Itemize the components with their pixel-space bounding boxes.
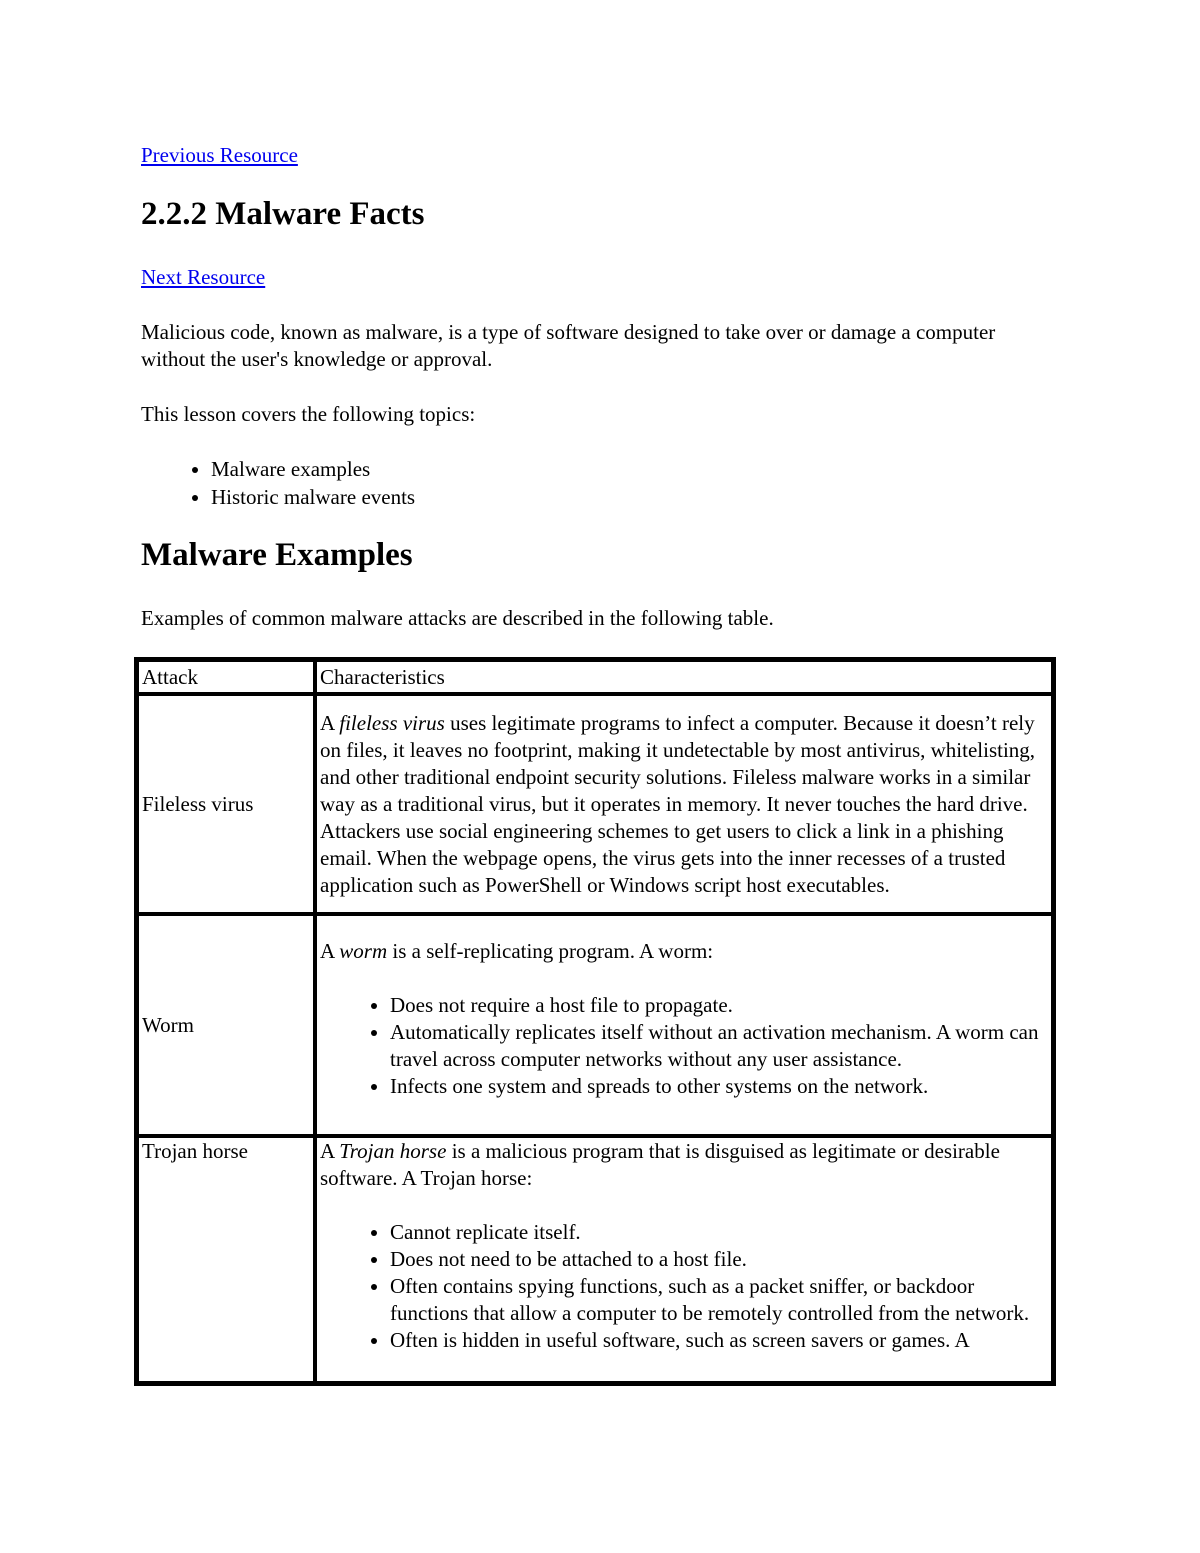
characteristics-cell [315, 914, 1053, 1136]
list-item: • Does not require a host file to propagate. [390, 992, 1048, 1019]
text-prefix: A [320, 1139, 340, 1163]
list-item: • Often contains spying functions, such as a packet sniffer, or backdoor functions that allow a computer to be remotely controlled from the network. [390, 1273, 1048, 1327]
list-item: • Cannot replicate itself. [390, 1219, 1048, 1246]
topics-intro: This lesson covers the following topics: [141, 402, 476, 426]
intro-paragraph: Malicious code, known as malware, is a type of software designed to take over or damage a computer without the user's knowledge or approval. [141, 320, 996, 371]
next-resource-link[interactable]: Next Resource [141, 265, 266, 289]
term: fileless virus [339, 710, 445, 735]
text-prefix: A [320, 710, 340, 735]
characteristics-cell [315, 1136, 1053, 1383]
list-item: • Infects one system and spreads to other systems on the network. [390, 1073, 1048, 1100]
attack-cell: Fileless virus [137, 694, 315, 914]
table-row [137, 694, 1053, 914]
previous-resource-link[interactable]: Previous Resource [141, 143, 298, 167]
text-prefix: A [320, 939, 340, 963]
malware-table [134, 657, 1056, 1386]
table-row [137, 1136, 1053, 1383]
list-item: • Historic malware events [211, 483, 415, 511]
header-characteristics: Characteristics [315, 660, 1053, 694]
table-intro: Examples of common malware attacks are described in the following table. [141, 606, 774, 630]
list-item: • Often is hidden in useful software, such as screen savers or games. A [390, 1327, 1048, 1354]
table-row [137, 914, 1053, 1136]
characteristics-list [320, 1219, 1048, 1354]
term: worm [339, 939, 388, 963]
list-item: • Malware examples [211, 455, 415, 483]
text-body: is a malicious program that is disguised as legitimate or desirable software. A Trojan horse: [320, 1139, 1000, 1190]
topics-list [141, 455, 415, 511]
characteristics-text [320, 710, 1048, 899]
text-body: is a self-replicating program. A worm: [387, 939, 714, 963]
page-title: 2.2.2 Malware Facts [141, 196, 425, 232]
text-body: uses legitimate programs to infect a computer. Because it doesn’t rely on files, it leaves no footprint, making it undetectable by most antivirus, whitelisting, and other traditional endpoint security solutions. Fileless malware works in a similar way as a traditional virus, but it operates in memory. It never touches the hard drive. Attackers use social engineering schemes to get users to click a link in a phishing email. When the webpage opens, the virus gets into the inner recesses of a trusted application such as PowerShell or Windows script host executables. [320, 710, 1036, 897]
characteristics-text [320, 938, 1048, 965]
characteristics-cell [315, 694, 1053, 914]
attack-cell: Worm [137, 914, 315, 1136]
list-item: • Does not need to be attached to a host file. [390, 1246, 1048, 1273]
list-item: • Automatically replicates itself without an activation mechanism. A worm can travel across computer networks without any user assistance. [390, 1019, 1048, 1073]
table-header-row [137, 660, 1053, 694]
attack-cell: Trojan horse [137, 1136, 315, 1383]
term: Trojan horse [339, 1139, 447, 1163]
header-attack: Attack [137, 660, 315, 694]
characteristics-list [320, 992, 1048, 1100]
characteristics-content [320, 938, 1048, 1100]
section-heading: Malware Examples [141, 537, 413, 573]
characteristics-text [320, 1138, 1048, 1192]
